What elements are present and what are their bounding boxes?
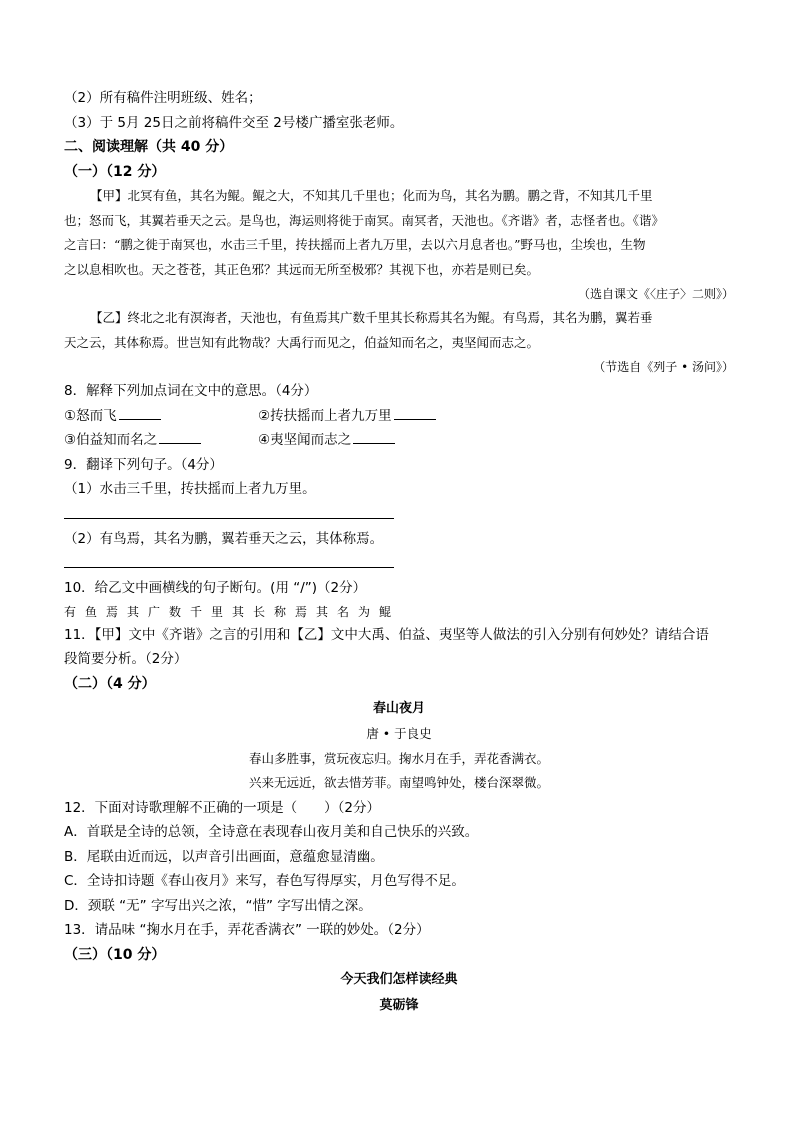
q8-item-d: ④夷坚闻而志之 bbox=[258, 432, 352, 448]
exam-page bbox=[64, 86, 734, 1019]
passage-line: 之言曰：“鹏之徙于南冥也，水击三千里，抟扶摇而上者九万里，去以六月息者也。”野马也，尘埃也，生物 bbox=[64, 237, 646, 252]
passage-yi bbox=[64, 306, 734, 379]
passage-line: 也；怒而飞，其翼若垂天之云。是鸟也，海运则将徙于南冥。南冥者，天池也。《齐谐》者，志怪者也。《谐》 bbox=[64, 212, 665, 228]
passage-source: （节选自《列子 • 汤问》） bbox=[593, 360, 734, 374]
part3-heading: （三）（10 分） bbox=[64, 946, 166, 963]
poem-title: 春山夜月 bbox=[372, 701, 425, 716]
answer-blank[interactable] bbox=[119, 405, 161, 420]
passage-source: （选自课文《〈庄子〉二则》） bbox=[577, 287, 734, 301]
q12-option-b: B．尾联由近而远，以声音引出画面，意蕴愈显清幽。 bbox=[64, 848, 384, 865]
article-author: 莫砺锋 bbox=[379, 998, 419, 1013]
q11-line-1: 11．【甲】文中《齐谐》之言的引用和【乙】文中大禹、伯益、夷坚等人做法的引入分别有何妙处？请结合语 bbox=[64, 626, 709, 643]
q8-row-2 bbox=[64, 428, 734, 453]
q8-item-a: ①怒而飞 bbox=[64, 407, 117, 424]
q8-item-b: ②抟扶摇而上者九万里 bbox=[258, 407, 392, 424]
notice-item-3: （3）于 5月 25日之前将稿件交至 2号楼广播室张老师。 bbox=[64, 114, 404, 131]
poem-author: 唐 • 于良史 bbox=[366, 726, 432, 741]
q10-stem: 10．给乙文中画横线的句子断句。(用 “/”)（2分） bbox=[64, 580, 367, 596]
poem-line: 兴来无远近，欲去惜芳菲。南望鸣钟处，楼台深翠微。 bbox=[248, 775, 549, 790]
answer-blank[interactable] bbox=[159, 429, 201, 444]
answer-line[interactable] bbox=[64, 504, 394, 519]
article-title: 今天我们怎样读经典 bbox=[340, 972, 458, 987]
passage-line: 之以息相吹也。天之苍苍，其正色邪？其远而无所至极邪？其视下也，亦若是则已矣。 bbox=[64, 261, 540, 277]
poem-line: 春山多胜事，赏玩夜忘归。掬水月在手，弄花香满衣。 bbox=[248, 750, 549, 766]
section-heading: 二、阅读理解（共 40 分） bbox=[64, 139, 234, 155]
notice-item-2: （2）所有稿件注明班级、姓名； bbox=[64, 90, 262, 106]
passage-jia bbox=[64, 184, 734, 306]
q8-row-1 bbox=[64, 404, 734, 429]
passage-line: 【甲】北冥有鱼，其名为鲲。鲲之大，不知其几千里也；化而为鸟，其名为鹏。鹏之背，不知其几千里 bbox=[90, 188, 653, 203]
answer-line[interactable] bbox=[64, 553, 394, 568]
q8-stem: 8．解释下列加点词在文中的意思。（4分） bbox=[64, 383, 318, 399]
q9-stem: 9．翻译下列句子。（4分） bbox=[64, 456, 223, 473]
q10-sentence: 有鱼焉其广数千里其长称焉其名为鲲 bbox=[64, 604, 401, 619]
q12-stem: 12．下面对诗歌理解不正确的一项是（ ）（2分） bbox=[64, 799, 381, 816]
q12-option-d: D．颈联 “无” 字写出兴之浓，“惜” 字写出情之深。 bbox=[64, 897, 372, 914]
passage-line: 天之云，其体称焉。世岂知有此物哉？大禹行而见之，伯益知而名之，夷坚闻而志之。 bbox=[64, 334, 540, 350]
q13-stem: 13．请品味 “掬水月在手，弄花香满衣” 一联的妙处。（2分） bbox=[64, 922, 430, 938]
answer-blank[interactable] bbox=[353, 429, 395, 444]
answer-blank[interactable] bbox=[394, 405, 436, 420]
q12-option-a: A．首联是全诗的总领，全诗意在表现春山夜月美和自己快乐的兴致。 bbox=[64, 824, 479, 840]
q11-line-2: 段简要分析。（2分） bbox=[64, 651, 188, 667]
part1-heading: （一）（12 分） bbox=[64, 163, 166, 180]
part2-heading: （二）（4 分） bbox=[64, 675, 156, 692]
q8-item-c: ③伯益知而名之 bbox=[64, 432, 158, 448]
q12-option-c: C．全诗扣诗题《春山夜月》来写，春色写得厚实，月色写得不足。 bbox=[64, 873, 465, 889]
q9-sentence-1: （1）水击三千里，抟扶摇而上者九万里。 bbox=[64, 481, 316, 497]
q9-sentence-2: （2）有鸟焉，其名为鹏，翼若垂天之云，其体称焉。 bbox=[64, 530, 384, 547]
passage-line: 【乙】终北之北有溟海者，天池也，有鱼焉其广数千里其长称焉其名为鲲。有鸟焉，其名为鹏，翼若垂 bbox=[90, 310, 653, 325]
